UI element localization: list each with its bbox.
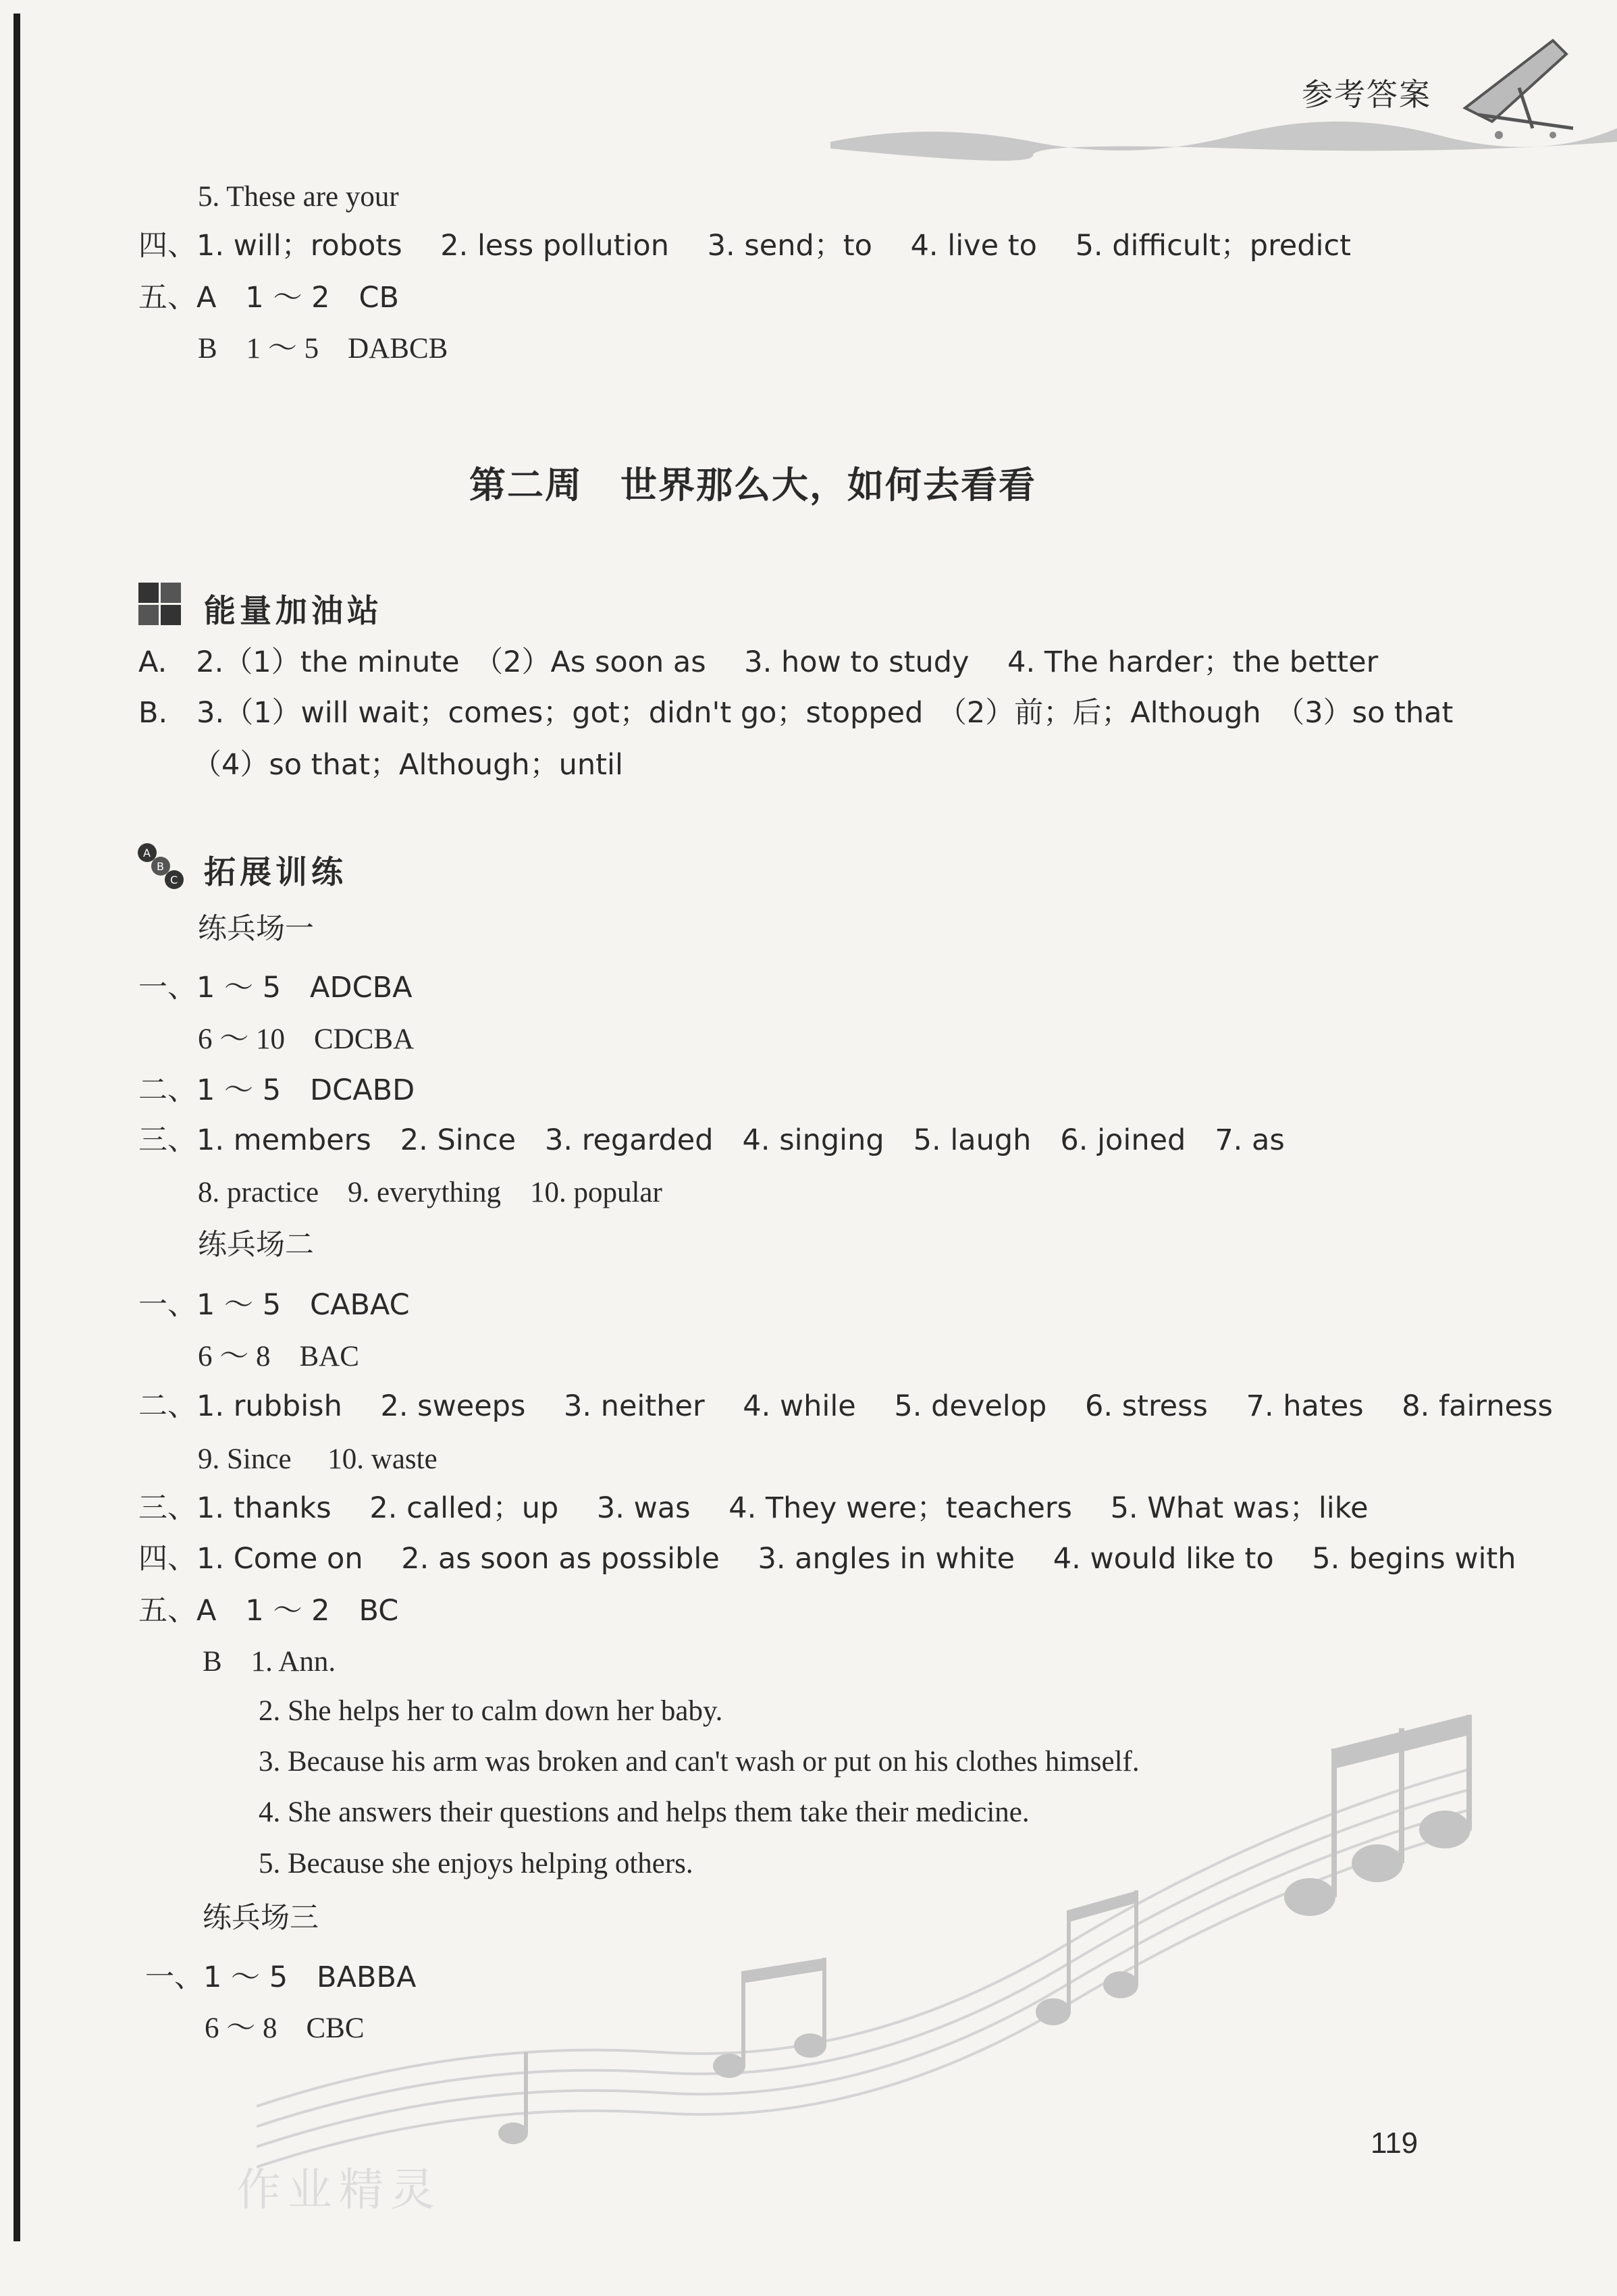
beach-chair-icon xyxy=(1452,27,1587,142)
section-title-training: 拓展训练 xyxy=(204,854,347,891)
subsection-title: 练兵场二 xyxy=(198,1228,314,1262)
answer-line: 三、1. members 2. Since 3. regarded 4. singing 5. laugh 6. joined 7. as xyxy=(138,1123,1285,1157)
answer-line: 五、A 1 ～ 2 CB xyxy=(138,281,399,315)
header-label: 参考答案 xyxy=(1302,76,1431,113)
svg-text:B: B xyxy=(157,860,164,873)
watermark: 作业精灵 xyxy=(236,2164,442,2216)
answer-line: 一、1 ～ 5 CABAC xyxy=(138,1288,410,1322)
page-edge xyxy=(14,14,20,2241)
answer-line: 4. She answers their questions and helps them take their medicine. xyxy=(259,1796,1030,1828)
answer-line: 一、1 ～ 5 ADCBA xyxy=(138,971,413,1005)
answer-line: 6 ～ 10 CDCBA xyxy=(198,1023,415,1055)
subsection-title: 练兵场一 xyxy=(198,912,314,946)
answer-line: 四、1. Come on 2. as soon as possible 3. angles in white 4. would like to 5. begins with xyxy=(138,1542,1516,1576)
svg-text:A: A xyxy=(143,847,151,859)
answer-line: 四、1. will；robots 2. less pollution 3. send；to 4. live to 5. difficult；predict xyxy=(138,229,1352,263)
answer-line: 二、1 ～ 5 DCABD xyxy=(138,1073,415,1107)
answer-line: 5. These are your xyxy=(198,181,399,213)
answer-line: B 1 ～ 5 DABCB xyxy=(198,333,448,365)
puzzle-icon xyxy=(135,579,189,633)
answer-line: 二、1. rubbish 2. sweeps 3. neither 4. while 5. develop 6. stress 7. hates 8. fairness xyxy=(138,1389,1553,1423)
answer-line: A. 2.（1）the minute （2）As soon as 3. how to study 4. The harder；the better xyxy=(138,645,1379,679)
answer-line: （4）so that；Although；until xyxy=(192,748,623,782)
answer-line: 一、1 ～ 5 BABBA xyxy=(145,1960,417,1994)
section-title-energy: 能量加油站 xyxy=(204,593,383,630)
week-title: 第二周 世界那么大，如何去看看 xyxy=(469,464,1036,506)
subsection-title: 练兵场三 xyxy=(203,1901,319,1935)
answer-line: 6 ～ 8 BAC xyxy=(198,1341,359,1372)
answer-line: 五、A 1 ～ 2 BC xyxy=(138,1594,399,1628)
answer-line: 三、1. thanks 2. called；up 3. was 4. They were；teachers 5. What was；like xyxy=(138,1491,1369,1525)
svg-text:C: C xyxy=(170,874,178,886)
answer-line: 6 ～ 8 CBC xyxy=(205,2012,365,2044)
answer-line: B. 3.（1）will wait；comes；got；didn't go；stopped （2）前；后；Although （3）so that xyxy=(138,696,1454,730)
abc-icon xyxy=(135,840,189,895)
answer-line: 9. Since 10. waste xyxy=(198,1443,438,1475)
answer-line: B 1. Ann. xyxy=(203,1646,336,1678)
answer-line: 3. Because his arm was broken and can't wash or put on his clothes himself. xyxy=(259,1746,1140,1778)
answer-line: 8. practice 9. everything 10. popular xyxy=(198,1177,662,1208)
answer-line: 5. Because she enjoys helping others. xyxy=(259,1848,693,1879)
page-number: 119 xyxy=(1371,2127,1419,2160)
answer-line: 2. She helps her to calm down her baby. xyxy=(259,1695,723,1727)
